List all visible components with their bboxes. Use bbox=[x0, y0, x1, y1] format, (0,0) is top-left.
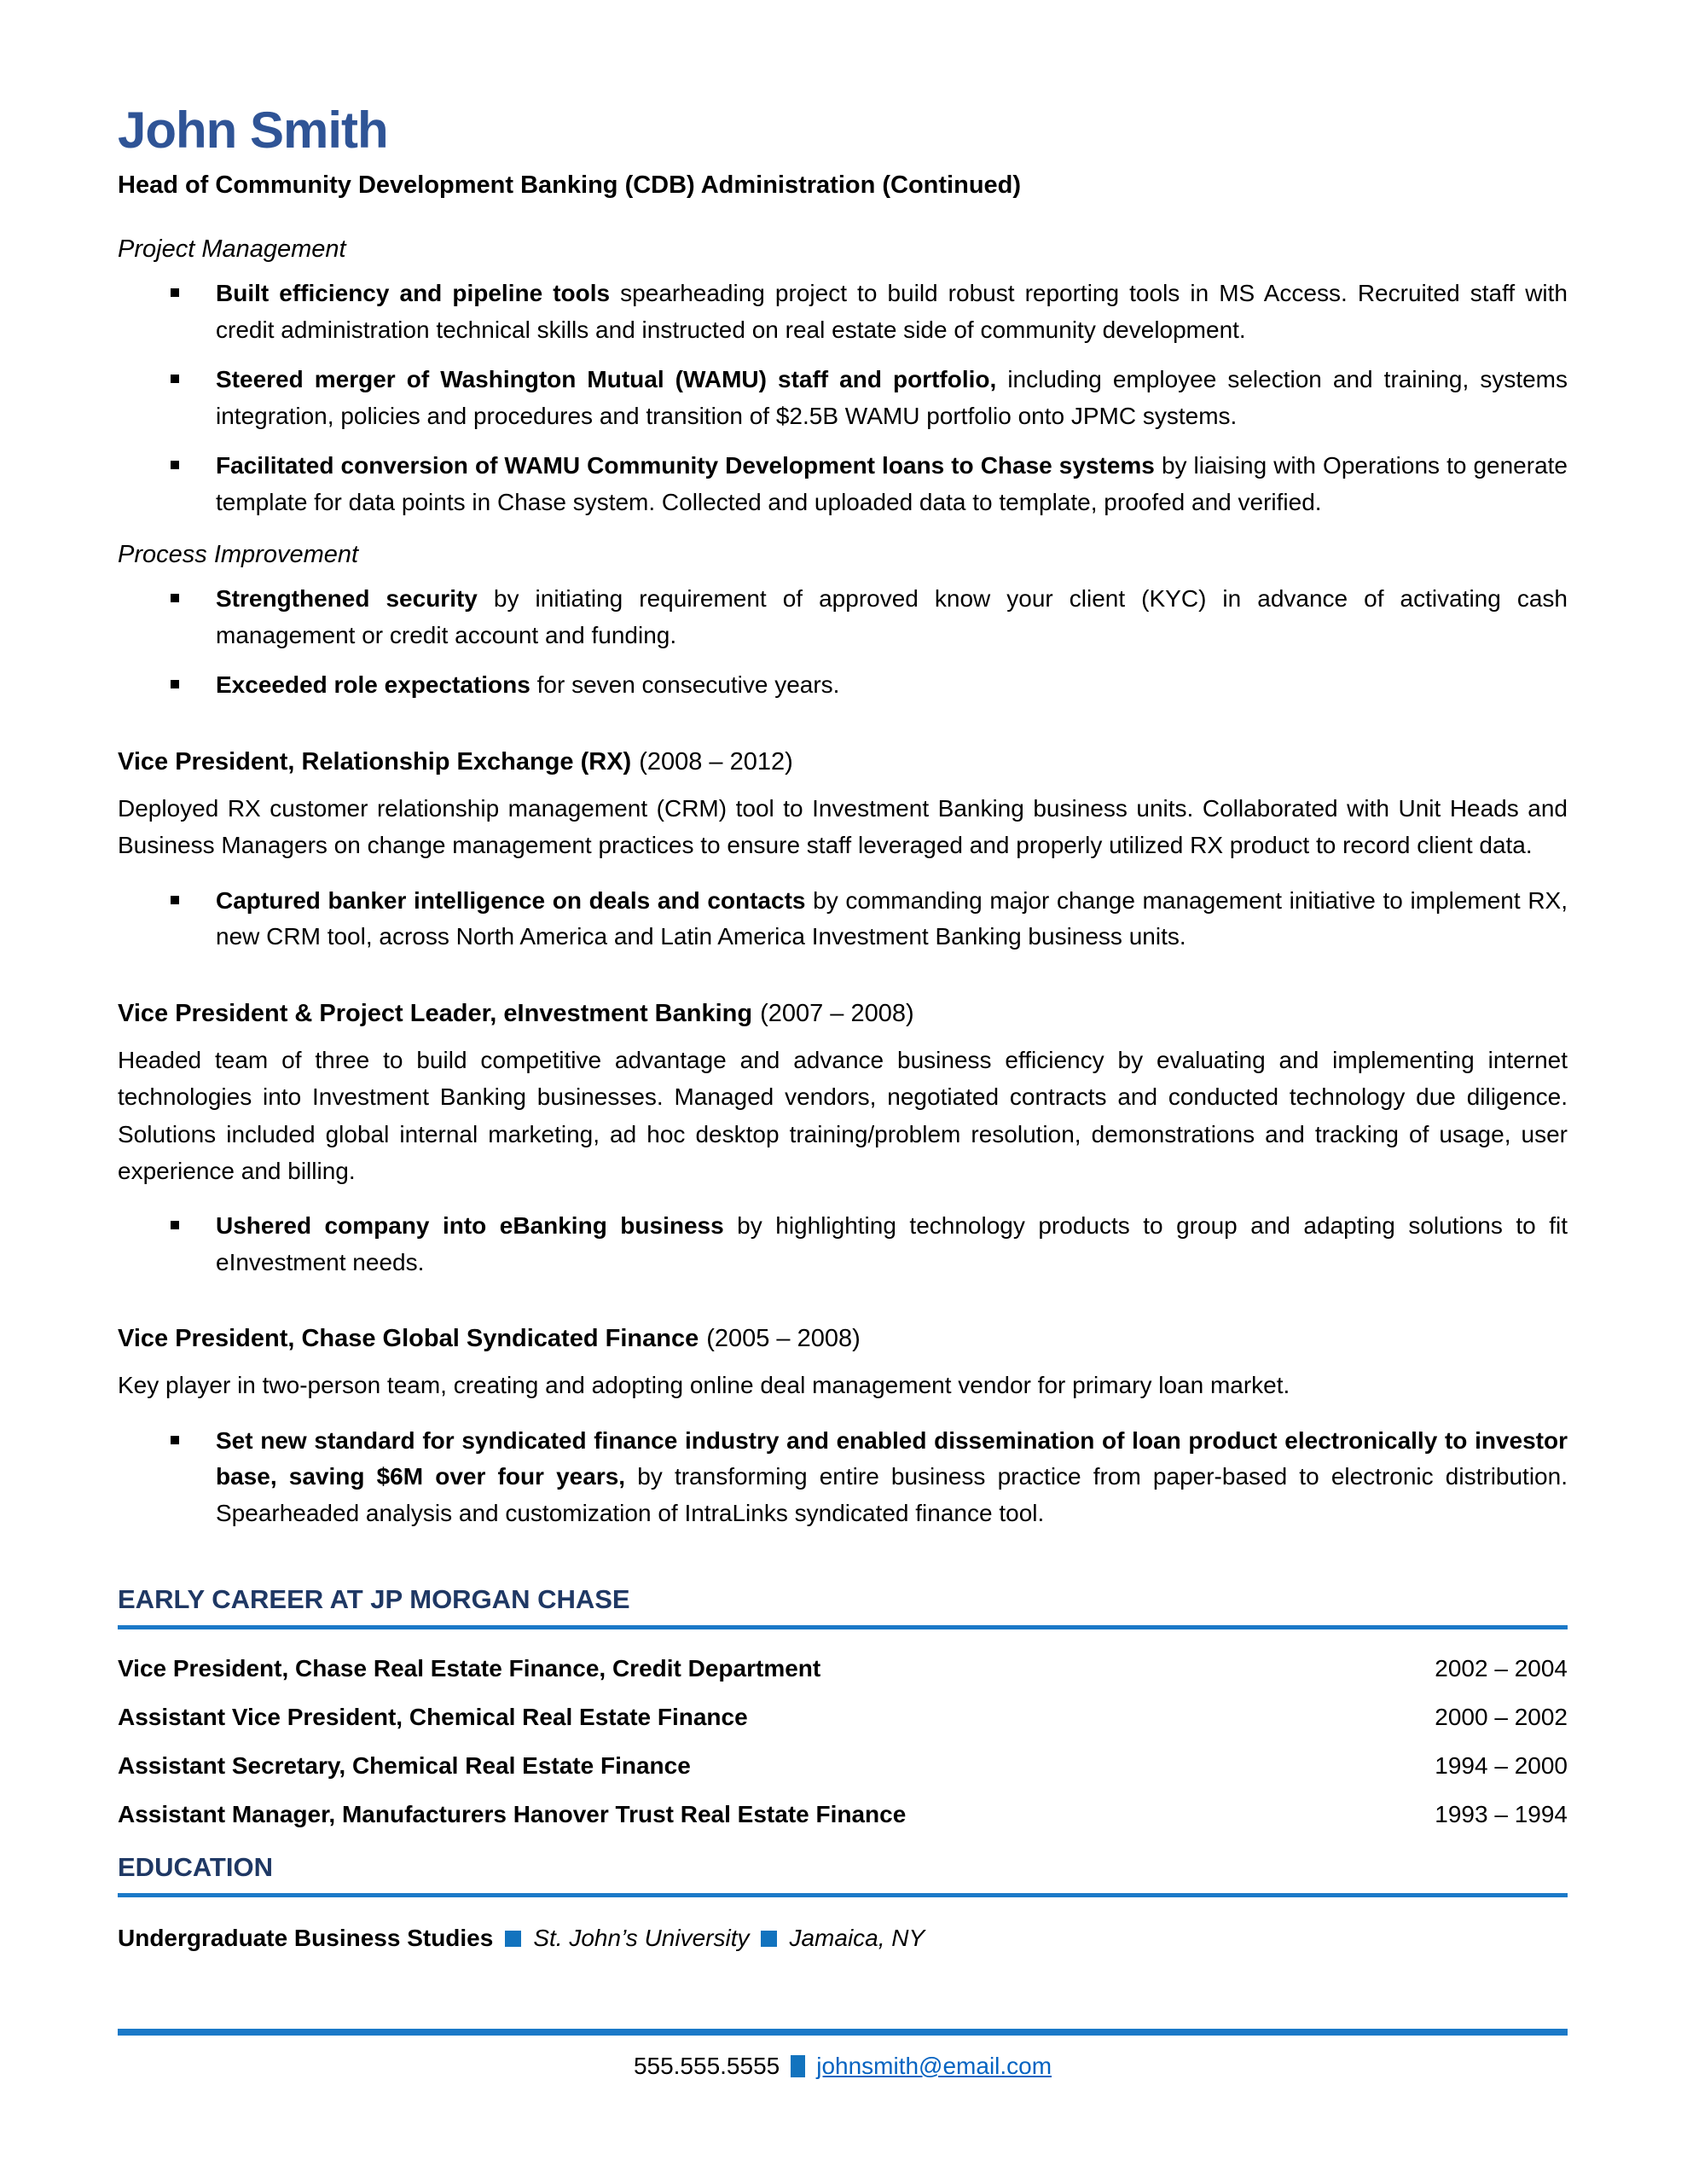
bullet-lead: Captured banker intelligence on deals and contacts bbox=[216, 886, 806, 914]
job-title: Vice President, Relationship Exchange (RX) bbox=[118, 747, 632, 775]
bullet-lead: Set new standard for syndicated finance industry and enabled dissemination of loan product electronically to investor base, saving $6M over four years, bbox=[216, 1426, 1568, 1490]
group-label-project-management: Project Management bbox=[118, 235, 346, 263]
job-summary: Headed team of three to build competitive advantage and advance business efficiency by evaluating and implementing internet technologies into Investment Banking businesses. Managed vendors, negotiated contracts and conducted technology due diligence. Solutions included global internal marketing, ad hoc desktop training/problem resolution, demonstrations and tracking of usage, user experience and billing. bbox=[118, 1046, 1568, 1184]
job-dates: (2007 – 2008) bbox=[760, 999, 914, 1027]
bullet-lead: Strengthened security bbox=[216, 585, 478, 613]
career-title: Assistant Manager, Manufacturers Hanover Trust Real Estate Finance bbox=[118, 1801, 907, 1828]
contact-line bbox=[118, 2053, 1568, 2080]
bullet-rest: by liaising with Operations to generate template for data points in Chase system. Collected and uploaded data to template, proofed and verified. bbox=[216, 452, 1568, 515]
group-label-process-improvement: Process Improvement bbox=[118, 541, 359, 569]
job-summary: Deployed RX customer relationship management (CRM) tool to Investment Banking business units. Collaborated with Unit Heads and Business Managers on change management practices to ensure staff leveraged and properly utilized RX product to record client data. bbox=[118, 794, 1568, 859]
bullet-rest: by commanding major change management initiative to implement RX, new CRM tool, across North America and Latin America Investment Banking business units. bbox=[216, 886, 1568, 950]
bullet-rest: spearheading project to build robust reporting tools in MS Access. Recruited staff with credit administration technical skills and instructed on real estate side of community development. bbox=[216, 280, 1568, 343]
bullet-square-icon bbox=[171, 288, 179, 297]
career-row bbox=[118, 1655, 1568, 1682]
section-heading-early-career: EARLY CAREER AT JP MORGAN CHASE bbox=[118, 1584, 630, 1615]
bullet-text bbox=[216, 276, 1568, 348]
bullet-lead: Facilitated conversion of WAMU Community Development loans to Chase systems bbox=[216, 452, 1155, 479]
education-location: Jamaica, NY bbox=[789, 1925, 925, 1952]
bullet-square-icon bbox=[171, 594, 179, 602]
career-row bbox=[118, 1801, 1568, 1828]
bullet-square-icon bbox=[171, 375, 179, 383]
career-dates: 2000 – 2002 bbox=[1435, 1704, 1568, 1731]
bullet-lead: Steered merger of Washington Mutual (WAMU) staff and portfolio, bbox=[216, 366, 997, 393]
bullet-lead: Ushered company into eBanking business bbox=[216, 1212, 724, 1240]
bullet-item bbox=[118, 1423, 1568, 1532]
role-title: Head of Community Development Banking (CDB) Administration (Continued) bbox=[118, 171, 1022, 199]
career-title: Assistant Secretary, Chemical Real Estate Finance bbox=[118, 1752, 691, 1780]
bullet-item bbox=[118, 448, 1568, 520]
bullet-rest: by initiating requirement of approved know your client (KYC) in advance of activating cash management or credit account and funding. bbox=[216, 585, 1568, 648]
job-heading-einvestment-banking bbox=[118, 1000, 1568, 1028]
education-line bbox=[118, 1925, 1568, 1952]
bullet-rest: by highlighting technology products to group and adapting solutions to fit eInvestment needs. bbox=[216, 1212, 1568, 1275]
bullet-lead: Built efficiency and pipeline tools bbox=[216, 280, 611, 306]
job-heading-relationship-exchange bbox=[118, 748, 1568, 776]
bullet-square-icon bbox=[171, 1221, 179, 1229]
career-rows bbox=[118, 1655, 1568, 1828]
job-title: Vice President & Project Leader, eInvestment Banking bbox=[118, 999, 753, 1027]
bullet-text bbox=[216, 883, 1568, 956]
section-early-career bbox=[118, 1584, 1568, 1828]
education-degree: Undergraduate Business Studies bbox=[118, 1925, 494, 1952]
bullet-rest: including employee selection and training, systems integration, policies and procedures and transition of $2.5B WAMU portfolio onto JPMC systems. bbox=[216, 366, 1568, 429]
job-dates: (2005 – 2008) bbox=[706, 1325, 861, 1353]
section-rule bbox=[118, 1893, 1568, 1897]
career-title: Vice President, Chase Real Estate Finance, Credit Department bbox=[118, 1655, 821, 1682]
bullet-item bbox=[118, 581, 1568, 653]
job-heading-syndicated-finance bbox=[118, 1325, 1568, 1353]
page-footer bbox=[118, 2029, 1568, 2080]
bullet-text bbox=[216, 667, 1568, 704]
bullet-item bbox=[118, 1208, 1568, 1281]
career-dates: 1994 – 2000 bbox=[1435, 1752, 1568, 1780]
candidate-name: John Smith bbox=[118, 102, 388, 159]
section-education bbox=[118, 1852, 1568, 1952]
bullet-rest: by transforming entire business practice from paper-based to electronic distribution. Spearheaded analysis and customization of IntraLinks syndicated finance tool. bbox=[216, 1463, 1568, 1526]
career-dates: 1993 – 1994 bbox=[1435, 1801, 1568, 1828]
bullet-item bbox=[118, 883, 1568, 956]
education-school: St. John’s University bbox=[533, 1925, 750, 1952]
career-row bbox=[118, 1704, 1568, 1731]
phone-number: 555.555.5555 bbox=[633, 2053, 780, 2079]
bullet-text bbox=[216, 1208, 1568, 1281]
section-heading-education: EDUCATION bbox=[118, 1852, 273, 1883]
bullet-text bbox=[216, 448, 1568, 520]
separator-square-icon bbox=[791, 2055, 805, 2077]
bullet-rest: for seven consecutive years. bbox=[530, 671, 840, 699]
bullet-square-icon bbox=[171, 461, 179, 469]
bullet-item bbox=[118, 276, 1568, 348]
bullet-square-icon bbox=[171, 896, 179, 904]
job-dates: (2008 – 2012) bbox=[639, 747, 793, 775]
bullet-text bbox=[216, 581, 1568, 653]
separator-square-icon bbox=[761, 1931, 777, 1947]
bullet-text bbox=[216, 362, 1568, 434]
footer-rule bbox=[118, 2029, 1568, 2036]
email-link[interactable]: johnsmith@email.com bbox=[816, 2053, 1052, 2079]
separator-square-icon bbox=[505, 1931, 521, 1947]
career-row bbox=[118, 1752, 1568, 1780]
job-summary: Key player in two-person team, creating and adopting online deal management vendor for primary loan market. bbox=[118, 1372, 1290, 1399]
career-title: Assistant Vice President, Chemical Real Estate Finance bbox=[118, 1704, 748, 1731]
bullet-square-icon bbox=[171, 1436, 179, 1444]
bullet-item bbox=[118, 667, 1568, 704]
bullet-square-icon bbox=[171, 680, 179, 688]
section-rule bbox=[118, 1625, 1568, 1629]
bullet-item bbox=[118, 362, 1568, 434]
bullet-lead: Exceeded role expectations bbox=[216, 671, 530, 699]
career-dates: 2002 – 2004 bbox=[1435, 1655, 1568, 1682]
bullet-text bbox=[216, 1423, 1568, 1532]
job-title: Vice President, Chase Global Syndicated Finance bbox=[118, 1325, 699, 1353]
